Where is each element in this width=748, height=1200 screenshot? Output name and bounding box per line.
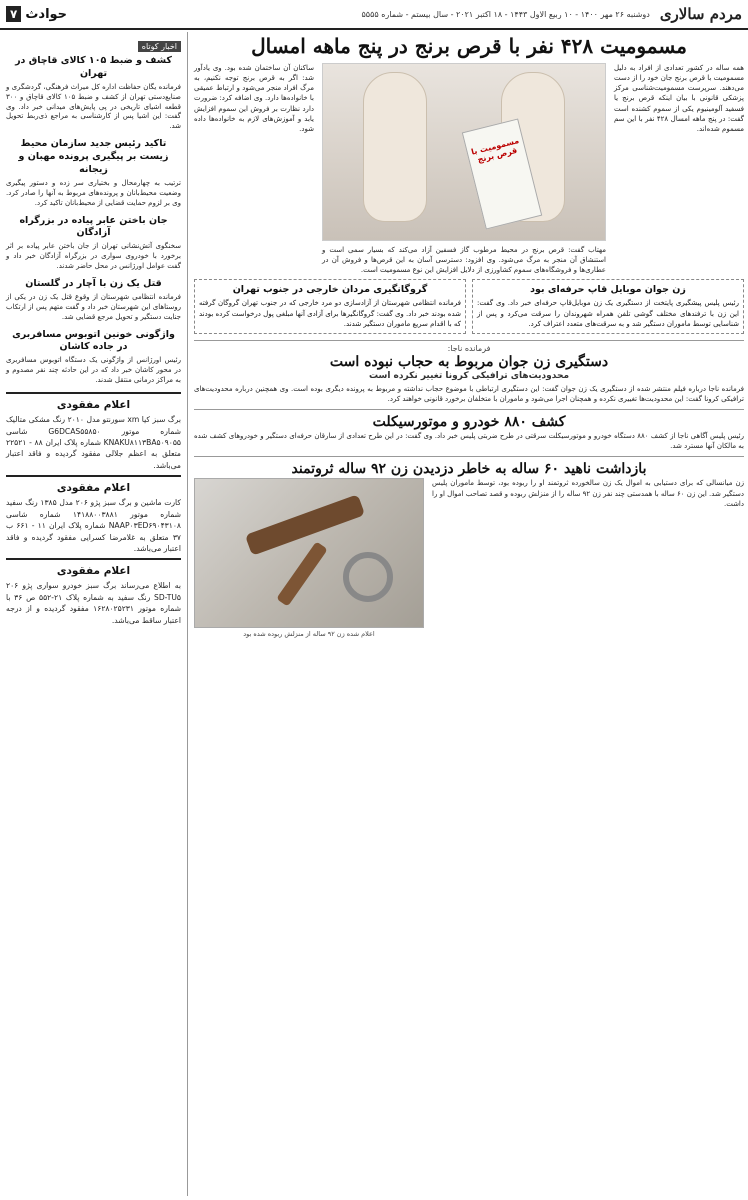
side-news-body: رئیس اورژانس از واژگونی یک دستگاه اتوبوس مسافربری در محور کاشان خبر داد که در این حادثه چند نفر مصدوم و به مراکز درمانی منتقل شدند. (6, 356, 181, 385)
side-news-title: واژگونی خونین اتوبوس مسافربری در جاده کاشان (12, 328, 175, 353)
lead-column: همه ساله در کشور تعدادی از افراد به دلیل مسمومیت با قرص برنج جان خود را از دست می‌دهند. سرپرست مسمومیت‌شناسی مرکز پزشکی قانونی با بیان اینکه قرص برنج یا فسفید آلومینیوم یکی از سموم کشنده است گفت: در پنج ماهه امسال ۴۲۸ نفر با این سم مسموم شده‌اند. (614, 64, 744, 133)
gavel-handle (276, 542, 328, 607)
side-news-body: سخنگوی آتش‌نشانی تهران از جان باختن عابر پیاده بر اثر برخورد با خودروی سواری در بزرگراه آزادگان خبر داد و گفت عوامل اورژانس در محل حاضر شدند. (6, 242, 181, 271)
gavel-photo-wrap (194, 478, 424, 638)
handcuff-shape (343, 552, 393, 602)
main-content (194, 32, 744, 1196)
lead-headline: مسمومیت ۴۲۸ نفر با قرص برنج در پنج ماهه امسال (251, 34, 687, 58)
story-vehicles (194, 409, 744, 451)
story-body: زن میانسالی که برای دستیابی به اموال یک زن سالخورده ثروتمند او را ربوده بود، توسط ماموران پلیس دستگیر شد. این زن ۶۰ ساله با همدستی چند نفر زن ۹۲ ساله را از منزلش ربوده و قصد تصاحب اموال او را داشت. (432, 479, 744, 508)
lost-notice (6, 475, 181, 554)
lead-photo-wrap (322, 63, 606, 275)
toe-tag-text: مسمومیت با قرص برنج (470, 136, 520, 165)
lost-notice (6, 558, 181, 626)
lost-notice-title: اعلام مفقودی (56, 399, 131, 412)
story-hijab (194, 340, 744, 404)
lead-column: ساکنان آن ساختمان شده بود. وی یادآور شد: اگر به قرص برنج توجه نکنیم، به مرگ افراد منجر می‌شود و ارتباط عمیقی با خانواده‌ها دارد. وی اضافه کرد: ضرورت دارد نظارت بر فروش این سموم افزایش یابد و آموزش‌های لازم به خانواده‌ها داده شود. (194, 64, 314, 133)
side-news-body: فرمانده انتظامی شهرستان از وقوع قتل یک زن در یکی از روستاهای این شهرستان خبر داد و گفت متهم پس از ارتکاب جنایت دستگیر و تحویل مرجع قضایی شد. (6, 292, 181, 321)
box-row (194, 279, 744, 333)
lost-notice-body: به اطلاع می‌رساند برگ سبز خودرو سواری پژو ۲۰۶ SD-TU۵ رنگ سفید به شماره پلاک ۲۱-۵۵۲ ص ۳۶ با شماره موتور ۱۶۲۸۰۲۵۲۳۱ مفقود گردیده و از درجه اعتبار ساقط می‌باشد. (6, 581, 181, 625)
side-news-item (6, 215, 181, 272)
side-news-body: فرمانده یگان حفاظت اداره کل میراث فرهنگی، گردشگری و صنایع‌دستی تهران از کشف و ضبط ۱۰۵ کالای قاچاق و ۳۰۰ قطعه اشیای تاریخی در پی پایش‌های میدانی خبر داد. وی گفت: این اشیا پس از کارشناسی به مراجع ذی‌ربط تحویل شد. (6, 82, 181, 131)
side-news-title: قتل یک زن با آچار در گلستان (25, 278, 162, 289)
sidebar-label: اخبار کوتاه (138, 41, 181, 52)
lost-notice-title: اعلام مفقودی (56, 565, 131, 578)
newspaper-brand: مردم سالاری (659, 5, 742, 23)
story-headline: بازداشت ناهید ۶۰ ساله به خاطر دزدیدن زن ۹۲ ساله ثروتمند (291, 461, 647, 478)
sidebar (4, 32, 188, 1196)
lost-notice-body: کارت ماشین و برگ سبز پژو ۲۰۶ مدل ۱۳۸۵ رنگ سفید شماره موتور ۱۴۱۸۸۰۰۳۸۸۱ شماره شاسی NAAP۰۳ED۶۹۰۴۳۱۰۸ شماره پلاک ایران ۱۱ - ۶۶۱ ب ۳۷ متعلق به غلامرضا کسرایی مفقود گردیده و فاقد اعتبار می‌باشد. (6, 498, 181, 553)
story-headline: کشف ۸۸۰ خودرو و موتورسیکلت (372, 414, 566, 431)
lead-column: مهتاب گفت: قرص برنج در محیط مرطوب گاز فسفین آزاد می‌کند که بسیار سمی است و استنشاق آن منجر به مرگ می‌شود. وی افزود: دسترسی آسان به این قرص‌ها و فروش آن در عطاری‌ها و فروشگاه‌های سموم کشاورزی از دلایل افزایش این نوع مسمومیت است. (322, 246, 606, 275)
section-name: حوادث (25, 6, 68, 22)
lost-notice-title: اعلام مفقودی (56, 482, 131, 495)
gavel-photo (194, 478, 424, 628)
side-news-item (6, 329, 181, 386)
lost-notice-body: برگ سبز کیا xm سورنتو مدل ۲۰۱۰ رنگ مشکی متالیک شماره موتور G6DCAS۵۵۸۵۰ شاسی KNAKU۸۱۱۳BA۵۰۹۰۵۵ شماره پلاک ایران ۸۸ - ۲۲۵۲۱ متعلق به اعظم جلالی مفقود گردیده و فاقد اعتبار می‌باشد. (6, 415, 182, 470)
news-box (472, 279, 744, 333)
story-headline: دستگیری زن جوان مربوط به حجاب نبوده است (329, 353, 609, 370)
gavel-head (245, 495, 365, 557)
masthead (0, 0, 748, 30)
side-news-title: جان باختن عابر پیاده در بزرگراه آزادگان (19, 214, 168, 239)
side-news-title: تاکید رئیس جدید سازمان محیط زیست بر پیگیری پرونده مهبان و زیجانه (18, 138, 169, 175)
feet-photo (322, 63, 606, 241)
news-box-body: رئیس پلیس پیشگیری پایتخت از دستگیری یک زن موبایل‌قاپ حرفه‌ای خبر داد. وی گفت: این زن با ترفندهای مختلف گوشی تلفن همراه شهروندان را سرقت می‌کرد و پس از شناسایی توسط ماموران دستگیر شد و به سرقت‌های متعدد اعتراف کرد. (477, 299, 739, 328)
page-number: ۷ (6, 6, 21, 22)
news-box-title: زن جوان موبایل قاپ حرفه‌ای بود (530, 284, 686, 296)
side-news-item (6, 278, 181, 323)
story-body: رئیس پلیس آگاهی ناجا از کشف ۸۸۰ دستگاه خودرو و موتورسیکلت سرقتی در طرح ضربتی پلیس خبر داد. وی گفت: در این طرح تعدادی از سارقان حرفه‌ای دستگیر و خودروهای کشف شده به مالکان آنها مسترد شد. (194, 432, 745, 451)
side-news-item (6, 55, 181, 132)
side-news-item (6, 138, 181, 208)
lead-columns (194, 63, 744, 275)
section-tag (6, 6, 67, 22)
news-box-body: فرمانده انتظامی شهرستان از آزادسازی دو مرد خارجی که در جنوب تهران گروگان گرفته شده بودند خبر داد. وی گفت: گروگانگیرها برای آزادی آنها مبلغی پول درخواست کرده بودند که با اقدام سریع ماموران دستگیر شدند. (199, 299, 461, 328)
story-body: فرمانده ناجا درباره فیلم منتشر شده از دستگیری یک زن جوان گفت: این دستگیری ارتباطی با موضوع حجاب نداشته و مربوط به پرونده دیگری بوده است. وی همچنین درباره محدودیت‌های ترافیکی کرونا گفت: این محدودیت‌ها تغییری نکرده و همچنان اجرا می‌شود و ماموران با متخلفان برخورد قانونی خواهند کرد. (194, 384, 744, 403)
story-kidnap (194, 456, 744, 638)
side-news-title: کشف و ضبط ۱۰۵ کالای قاچاق در تهران (15, 55, 172, 79)
story-layout (194, 478, 744, 638)
news-box (194, 279, 466, 333)
foot-shape (363, 72, 427, 222)
news-box-title: گروگانگیری مردان خارجی در جنوب تهران (232, 284, 428, 296)
photo-caption: اعلام شده زن ۹۲ ساله از منزلش ربوده شده بود (243, 630, 375, 639)
story-subheadline: محدودیت‌های ترافیکی کرونا تغییر نکرده است (368, 370, 570, 381)
side-news-body: ترتیب به چهارمحال و بختیاری سر زده و دستور پیگیری وضعیت محیط‌بانان و پرونده‌های مربوط به آنها را صادر کرد. وی بر لزوم حمایت قضایی از محیط‌بانان تاکید کرد. (6, 178, 181, 207)
story-kicker: فرمانده ناجا: (447, 343, 491, 353)
lost-notice (6, 392, 181, 471)
dateline: دوشنبه ۲۶ مهر ۱۴۰۰ - ۱۰ ربیع الاول ۱۴۴۳ - ۱۸ اکتبر ۲۰۲۱ - سال بیستم - شماره ۵۵۵۵ (361, 9, 650, 19)
